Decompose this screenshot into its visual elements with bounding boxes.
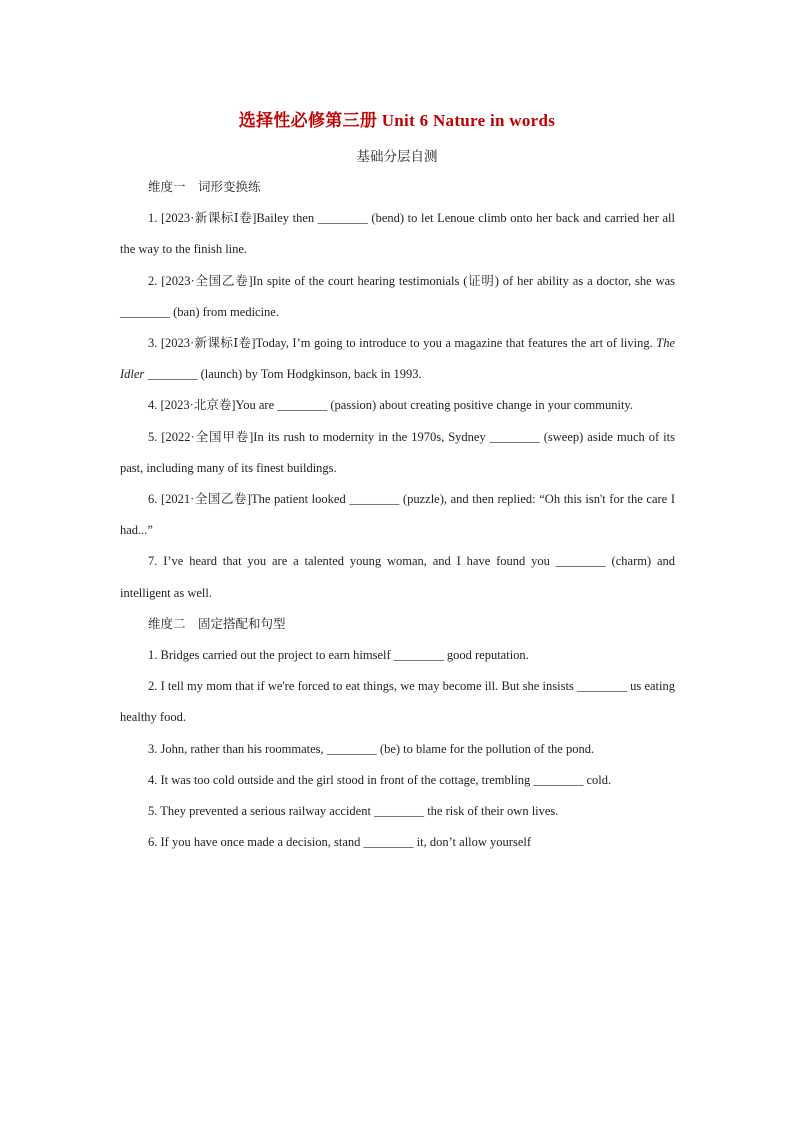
question-text: I’ve heard that you are a talented young woman, and I have found you ________ (charm) and intelligent as well. xyxy=(120,554,676,600)
section-heading-1: 维度一 词形变换练 xyxy=(148,180,261,194)
question-item: 1. [2023·新课标Ⅰ卷]Bailey then ________ (bend) to let Lenoue climb onto her back and carried her all the way to the finish line. xyxy=(120,211,676,257)
question-item: 2. I tell my mom that if we're forced to eat things, we may become ill. But she insists ________ us eating healthy food. xyxy=(120,679,676,725)
question-item: 5. They prevented a serious railway accident ________ the risk of their own lives. xyxy=(148,804,559,819)
magazine-title: The Idler xyxy=(120,336,675,382)
question-text: They prevented a serious railway accident ________ the risk of their own lives. xyxy=(160,804,559,819)
question-item: 2. [2023·全国乙卷]In spite of the court hearing testimonials (证明) of her ability as a doctor, she was ________ (ban) from medicine. xyxy=(120,273,676,319)
question-text: [2023·新课标Ⅰ卷]Bailey then ________ (bend) to let Lenoue climb onto her back and carried her all the way to the finish line. xyxy=(120,211,676,257)
question-item: 4. [2023·北京卷]You are ________ (passion) about creating positive change in your community. xyxy=(148,398,633,413)
question-text: I tell my mom that if we're forced to eat things, we may become ill. But she insists ________ us eating healthy food. xyxy=(120,679,676,725)
question-text: [2023·北京卷]You are ________ (passion) about creating positive change in your community. xyxy=(160,398,633,413)
page-title: 选择性必修第三册 Unit 6 Nature in words xyxy=(238,111,556,130)
question-text: [2023·全国乙卷]In spite of the court hearing testimonials (证明) of her ability as a doctor, she was ________ (ban) from medicine. xyxy=(120,273,676,319)
question-text: ________ (launch) by Tom Hodgkinson, back in 1993. xyxy=(144,367,422,382)
question-item: 3. [2023·新课标Ⅰ卷]Today, I’m going to introduce to you a magazine that features the art of living. The Idler ________ (launch) by Tom Hodgkinson, back in 1993. xyxy=(120,336,675,382)
exercise-content xyxy=(120,172,675,858)
page-subtitle: 基础分层自测 xyxy=(356,149,438,164)
question-item: 6. [2021·全国乙卷]The patient looked ________ (puzzle), and then replied: “Oh this isn't for the care I had...” xyxy=(120,492,675,538)
question-item: 7. I’ve heard that you are a talented young woman, and I have found you ________ (charm) and intelligent as well. xyxy=(120,554,676,600)
question-item: 1. Bridges carried out the project to earn himself ________ good reputation. xyxy=(148,648,529,663)
question-item: 4. It was too cold outside and the girl stood in front of the cottage, trembling ________ cold. xyxy=(148,772,612,787)
question-item: 3. John, rather than his roommates, ________ (be) to blame for the pollution of the pond. xyxy=(148,741,595,756)
question-text: [2022·全国甲卷]In its rush to modernity in the 1970s, Sydney ________ (sweep) aside much of its past, including many of its finest buildings. xyxy=(120,429,675,475)
section-heading-2: 维度二 固定搭配和句型 xyxy=(148,616,286,631)
question-item: 5. [2022·全国甲卷]In its rush to modernity in the 1970s, Sydney ________ (sweep) aside much of its past, including many of its finest buildings. xyxy=(120,429,675,475)
question-text: John, rather than his roommates, ________ (be) to blame for the pollution of the pond. xyxy=(160,741,595,756)
question-text: [2023·新课标Ⅰ卷]Today, I’m going to introduce to you a magazine that features the art of living. xyxy=(160,336,657,351)
question-text: [2021·全国乙卷]The patient looked ________ (puzzle), and then replied: “Oh this isn't for the care I had...” xyxy=(120,492,675,538)
question-text: If you have once made a decision, stand ________ it, don’t allow yourself xyxy=(160,835,532,850)
question-text: Bridges carried out the project to earn himself ________ good reputation. xyxy=(160,648,529,663)
question-text: It was too cold outside and the girl stood in front of the cottage, trembling ________ cold. xyxy=(160,772,612,787)
question-item: 6. If you have once made a decision, stand ________ it, don’t allow yourself xyxy=(148,835,532,850)
